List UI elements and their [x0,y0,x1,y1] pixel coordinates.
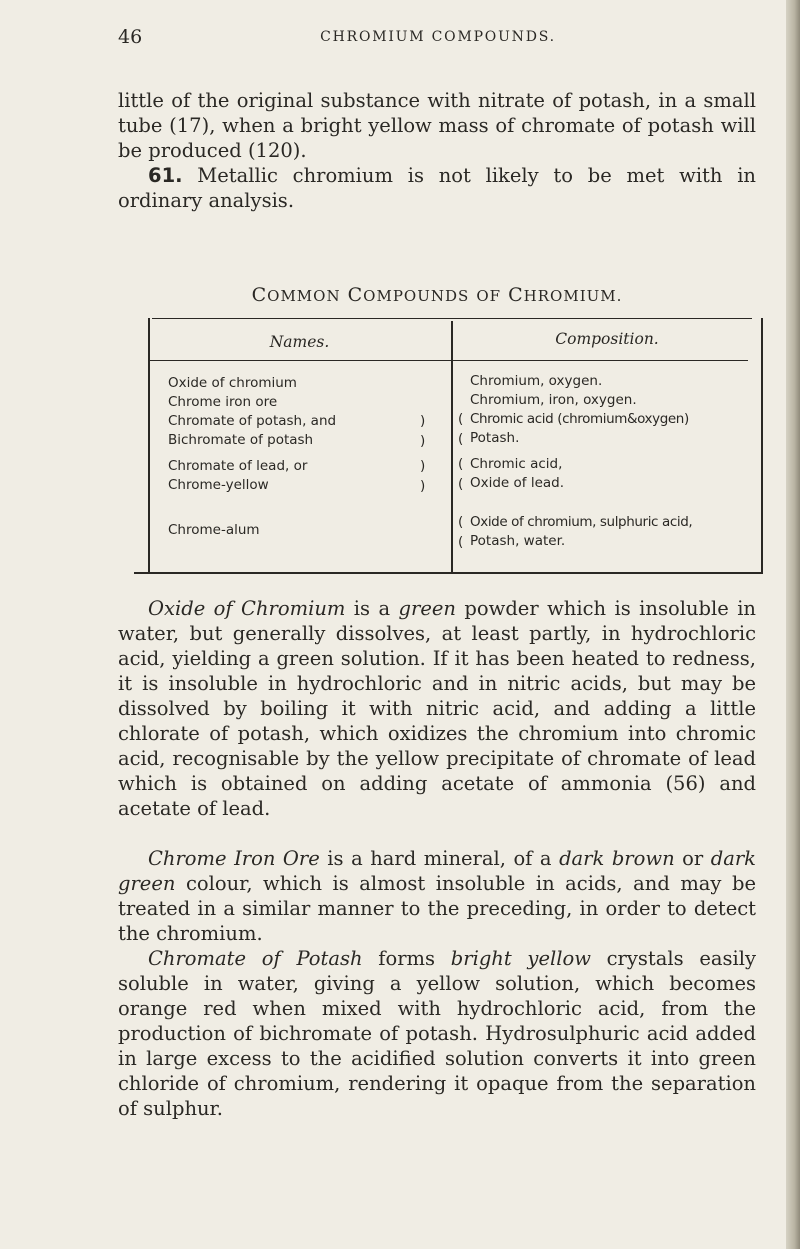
table-heading: COMMON COMPOUNDS OF CHROMIUM. [251,284,623,306]
chromate-paragraph: Chromate of Potash forms bright yellow crystals easily soluble in water, giving a yellow solution, which becomes orange red when mixed with hydrochloric acid, from the production of bichromate of potash. Hydrosulphuric acid added in large excess to the acidified solution converts it into green chloride of chromium, rendering it opaque from the separation of sulphur. [118,947,756,1120]
comp-alum-2: Potash, water. [470,533,566,549]
table-right-rule [761,318,763,574]
section-61-text: Metallic chromium is not likely to be met with in ordinary analysis. [118,164,756,212]
comp-oxide: Chromium, oxygen. [470,373,603,389]
section-number: 61. [148,164,183,187]
page-edge [786,0,800,1249]
name-oxide: Oxide of chromium [168,375,297,391]
table-top-rule [152,318,752,319]
name-chrome-alum: Chrome-alum [168,522,260,538]
comp-oxide-lead: Oxide of lead. [470,475,565,491]
name-bichromate: Bichromate of potash [168,432,314,448]
brace-icon: ( ( [458,514,464,550]
comp-chromic-acid-lead: Chromic acid, [470,456,563,472]
term-oxide: Oxide of Chromium [148,597,346,620]
intro-paragraph: little of the original substance with nitrate of potash, in a small tube (17), when a bright yellow mass of chromate of potash will be produced (120). [118,89,756,162]
table-column-rule [451,321,453,574]
name-chromate-potash: Chromate of potash, and [168,413,337,429]
comp-chrome-iron-ore: Chromium, iron, oxygen. [470,392,637,408]
brace-icon: ( ( [458,411,464,447]
comp-chromic-acid: Chromic acid (chromium&oxygen) [470,411,689,427]
table-header-rule [148,360,748,361]
page-header [118,26,758,56]
brace-icon: ( ( [458,456,464,492]
chrome-ore-paragraph: Chrome Iron Ore is a hard mineral, of a dark brown or dark green colour, which is almost insoluble in acids, and may be treated in a similar manner to the preceding, in order to detect the chromium. [118,847,756,945]
section-61-paragraph [118,163,756,213]
name-chrome-iron-ore: Chrome iron ore [168,394,278,410]
term-chromate: Chromate of Potash [148,947,363,970]
table-bottom-rule [134,572,763,574]
page-number: 46 [118,26,143,48]
compounds-table [148,318,763,574]
term-chrome-ore: Chrome Iron Ore [148,847,320,870]
header-composition: Composition. [555,330,659,348]
header-names: Names. [269,333,330,351]
brace-icon: ) ) [420,458,426,494]
brace-icon: ) ) [420,413,426,449]
comp-potash: Potash. [470,430,520,446]
running-title: CHROMIUM COMPOUNDS. [320,29,556,45]
name-chromate-lead: Chromate of lead, or [168,458,308,474]
comp-alum-1: Oxide of chromium, sulphuric acid, [470,514,693,530]
name-chrome-yellow: Chrome-yellow [168,477,269,493]
oxide-paragraph: Oxide of Chromium is a green powder which is insoluble in water, but generally dissolves, at least partly, in hydrochloric acid, yielding a green solution. If it has been heated to redness, it is insoluble in hydrochloric and in nitric acids, but may be dissolved by boiling it with nitric acid, and adding a little chlorate of potash, which oxidizes the chromium into chromic acid, recognisable by the yellow precipitate of chromate of lead which is obtained on adding acetate of ammonia (56) and acetate of lead. [118,597,756,820]
table-left-rule [148,318,150,574]
